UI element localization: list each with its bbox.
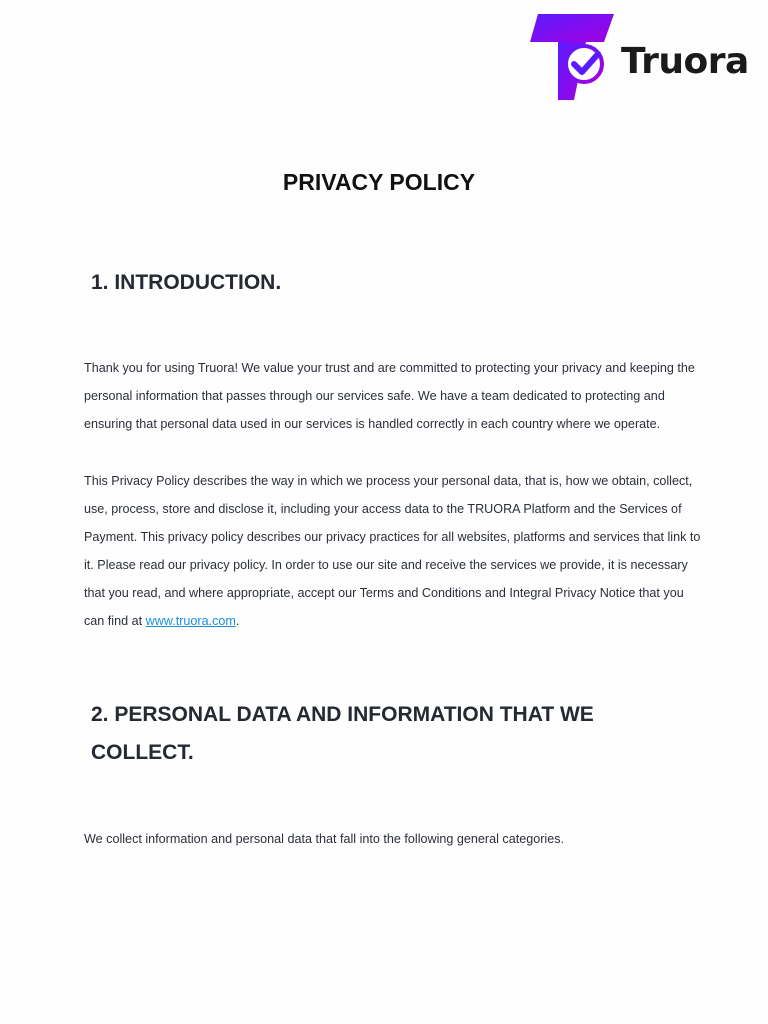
- document-title: PRIVACY POLICY: [282, 169, 476, 195]
- section-heading-personal-data: [91, 696, 691, 772]
- intro-paragraph-2-text: This Privacy Policy describes the way in which we process your personal data, that is, how we obtain, collect, use, process, store and disclose it, including your access data to the TRUORA Platform and the Services of Payment. This privacy policy describes our privacy practices for all websites, platforms and services that link to it. Please read our privacy policy. In order to use our site and receive the services we provide, it is necessary that you read, and where appropriate, accept our Terms and Conditions and Integral Privacy Notice that you can find at: [84, 474, 701, 628]
- truora-website-link[interactable]: www.truora.com: [145, 614, 236, 628]
- section-heading-introduction: 1. INTRODUCTION.: [91, 271, 282, 294]
- personal-data-paragraph-1: We collect information and personal data that fall into the following general categories.: [84, 832, 565, 846]
- intro-paragraph-2: [84, 467, 704, 635]
- intro-paragraph-1: Thank you for using Truora! We value your trust and are committed to protecting your privacy and keeping the personal information that passes through our services safe. We have a team dedicated to protecting and ensuring that personal data used in our services is handled correctly in each country where we operate.: [84, 361, 695, 431]
- truora-logo-icon: [528, 12, 618, 104]
- section-heading-personal-data-line2: COLLECT.: [91, 741, 194, 764]
- intro-paragraph-2-period: .: [235, 614, 240, 628]
- truora-logo: [528, 12, 752, 104]
- brand-name: Truora: [621, 41, 749, 82]
- section-heading-personal-data-line1: 2. PERSONAL DATA AND INFORMATION THAT WE: [91, 703, 594, 726]
